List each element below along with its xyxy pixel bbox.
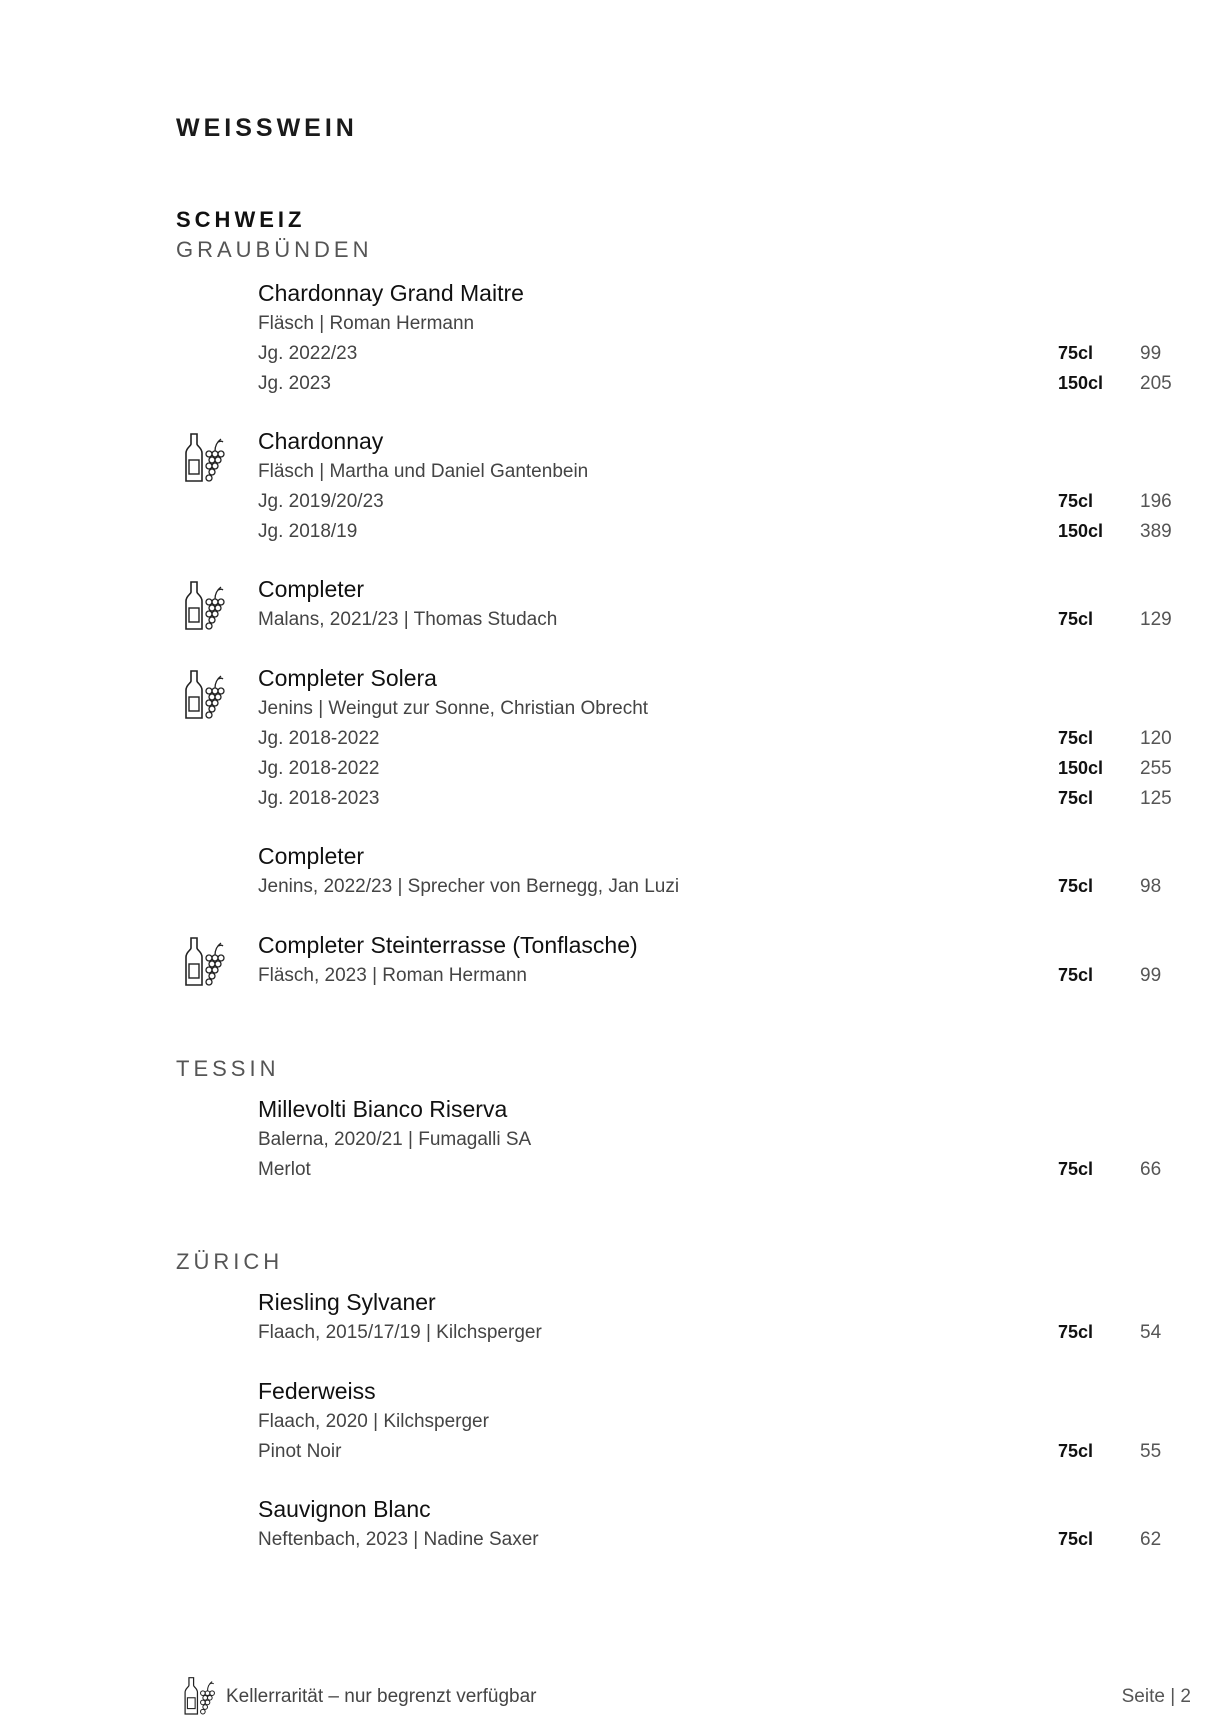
wine-line-text: Fläsch, 2023 | Roman Hermann [258, 965, 527, 986]
wine-name: Completer Solera [258, 665, 437, 691]
bottle-size: 75cl [1058, 1322, 1094, 1342]
price: 196 [1140, 491, 1172, 512]
wine-line-text: Neftenbach, 2023 | Nadine Saxer [258, 1529, 539, 1550]
wine-name: Completer [258, 576, 365, 602]
region-heading-graubuenden: GRAUBÜNDEN [176, 237, 373, 262]
bottle-size: 75cl [1058, 491, 1094, 511]
wine-name: Millevolti Bianco Riserva [258, 1096, 508, 1122]
wine-name: Completer [258, 843, 365, 869]
footer [176, 1676, 1191, 1726]
price: 125 [1140, 788, 1172, 809]
region-heading-tessin: TESSIN [176, 1056, 280, 1081]
wine-line [258, 609, 1172, 639]
wine-line-text: Jg. 2018-2022 [258, 758, 380, 779]
bottle-size: 150cl [1058, 521, 1104, 541]
wine-origin [258, 698, 1096, 728]
bottle-size: 75cl [1058, 1159, 1094, 1179]
price: 120 [1140, 728, 1172, 749]
region-heading-zuerich: ZÜRICH [176, 1249, 284, 1274]
wine-origin-text: Balerna, 2020/21 | Fumagalli SA [258, 1129, 532, 1150]
wine-line-text: Jenins, 2022/23 | Sprecher von Bernegg, Jan Luzi [258, 876, 680, 897]
wine-line-text: Jg. 2018-2022 [258, 728, 380, 749]
price: 98 [1140, 876, 1162, 897]
wine-line [258, 1322, 1162, 1352]
wine-origin-text: Fläsch | Martha und Daniel Gantenbein [258, 461, 589, 482]
wine-line-text: Merlot [258, 1159, 311, 1180]
wine-line [258, 343, 1162, 373]
bottle-size: 75cl [1058, 728, 1094, 748]
bottle-size: 75cl [1058, 1441, 1094, 1461]
wine-origin-text: Flaach, 2020 | Kilchsperger [258, 1411, 489, 1432]
wine-origin-text: Fläsch | Roman Hermann [258, 313, 475, 334]
wine-origin [258, 313, 1096, 343]
bottle-grapes-icon [182, 580, 226, 634]
wine-name: Chardonnay Grand Maitre [258, 280, 524, 306]
bottle-size: 150cl [1058, 758, 1104, 778]
bottle-size: 75cl [1058, 788, 1094, 808]
wine-line [258, 728, 1172, 758]
bottle-size: 150cl [1058, 373, 1104, 393]
price: 66 [1140, 1159, 1162, 1180]
wine-origin [258, 1129, 1096, 1159]
wine-name: Sauvignon Blanc [258, 1496, 431, 1522]
page-title: WEISSWEIN [176, 114, 358, 142]
page-number: Seite | 2 [1121, 1686, 1191, 1707]
wine-line [258, 876, 1162, 906]
wine-line [258, 1441, 1162, 1471]
wine-line-text: Jg. 2019/20/23 [258, 491, 384, 512]
wine-line-text: Jg. 2018/19 [258, 521, 358, 542]
wine-name: Riesling Sylvaner [258, 1289, 436, 1315]
wine-line [258, 965, 1162, 995]
price: 99 [1140, 343, 1162, 364]
wine-line [258, 788, 1172, 818]
wine-line [258, 1529, 1162, 1559]
wine-name: Completer Steinterrasse (Tonflasche) [258, 932, 638, 958]
price: 55 [1140, 1441, 1162, 1462]
bottle-size: 75cl [1058, 876, 1094, 896]
wine-line [258, 521, 1172, 551]
price: 389 [1140, 521, 1172, 542]
rarity-legend: Kellerrarität – nur begrenzt verfügbar [226, 1686, 537, 1707]
country-heading: SCHWEIZ [176, 207, 306, 232]
wine-line [258, 758, 1172, 788]
wine-line-text: Pinot Noir [258, 1441, 342, 1462]
bottle-grapes-icon [182, 1676, 216, 1718]
price: 54 [1140, 1322, 1162, 1343]
wine-line [258, 373, 1172, 403]
bottle-size: 75cl [1058, 343, 1094, 363]
wine-name: Federweiss [258, 1378, 376, 1404]
wine-line [258, 1159, 1162, 1189]
price: 62 [1140, 1529, 1162, 1550]
wine-line-text: Flaach, 2015/17/19 | Kilchsperger [258, 1322, 542, 1343]
bottle-grapes-icon [182, 936, 226, 990]
wine-line [258, 491, 1172, 521]
price: 255 [1140, 758, 1172, 779]
wine-line-text: Jg. 2023 [258, 373, 331, 394]
wine-line-text: Malans, 2021/23 | Thomas Studach [258, 609, 558, 630]
price: 129 [1140, 609, 1172, 630]
price: 99 [1140, 965, 1162, 986]
bottle-grapes-icon [182, 432, 226, 486]
wine-line-text: Jg. 2022/23 [258, 343, 358, 364]
wine-name: Chardonnay [258, 428, 384, 454]
bottle-size: 75cl [1058, 609, 1094, 629]
bottle-size: 75cl [1058, 1529, 1094, 1549]
bottle-size: 75cl [1058, 965, 1094, 985]
wine-origin [258, 1411, 1096, 1441]
wine-origin-text: Jenins | Weingut zur Sonne, Christian Obrecht [258, 698, 649, 719]
bottle-grapes-icon [182, 669, 226, 723]
price: 205 [1140, 373, 1172, 394]
wine-origin [258, 461, 1096, 491]
wine-line-text: Jg. 2018-2023 [258, 788, 380, 809]
